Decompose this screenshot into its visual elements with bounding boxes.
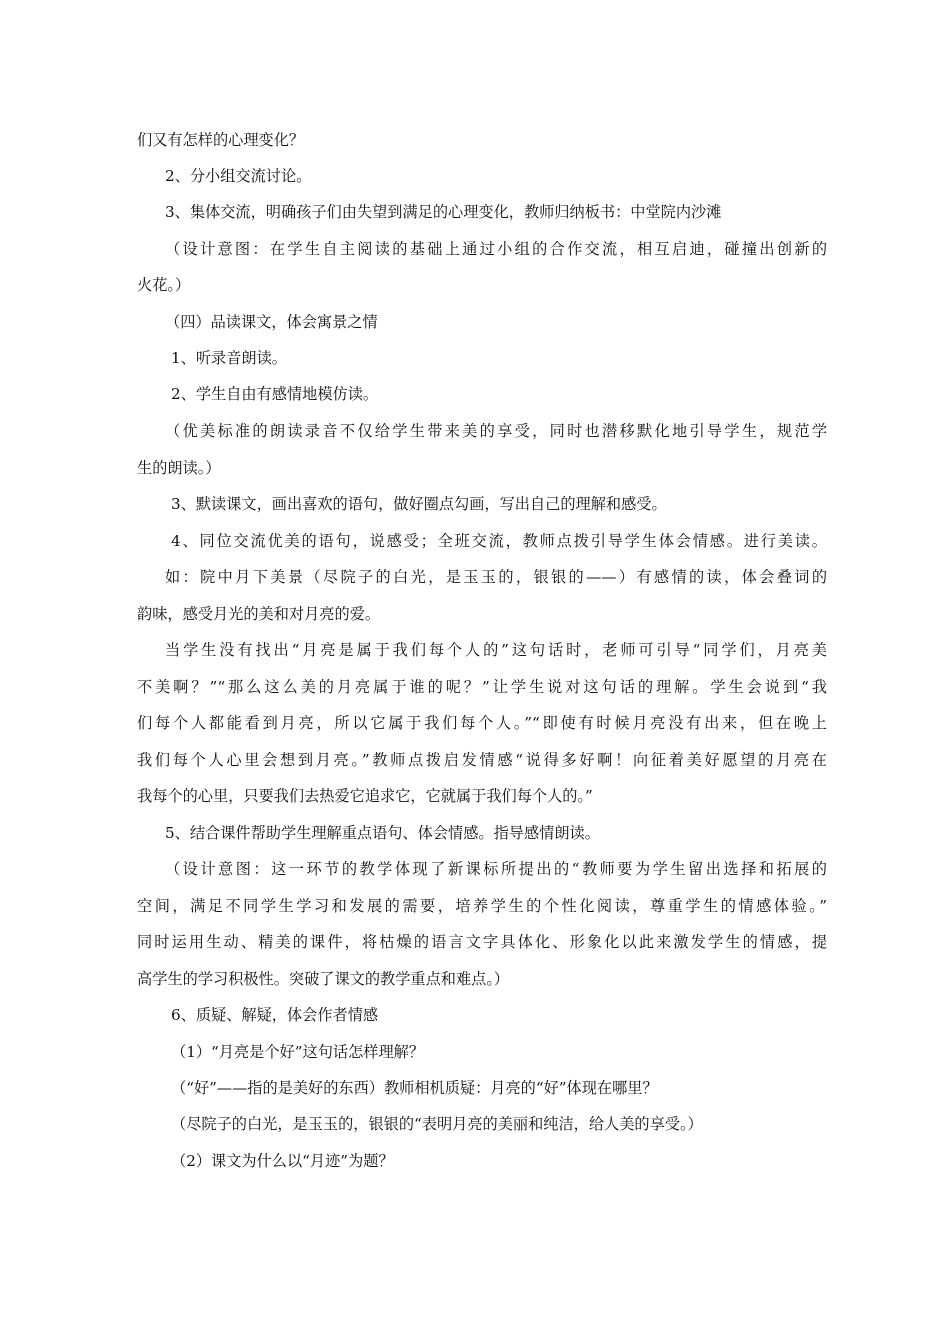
text-line: 我们每个人心里会想到月亮。”教师点拨启发情感“说得多好啊！向征着美好愿望的月亮在 <box>137 751 827 769</box>
text-line: （1）“月亮是个好”这句话怎样理解？ <box>171 1043 425 1061</box>
text-line: 高学生的学习积极性。突破了课文的教学重点和难点。） <box>137 970 510 988</box>
text-line: 韵味，感受月光的美和对月亮的爱。 <box>137 605 380 623</box>
text-line: 4、同位交流优美的语句，说感受；全班交流，教师点拨引导学生体会情感。进行美读。 <box>171 532 827 550</box>
text-line: 6、质疑、解疑，体会作者情感 <box>171 1006 379 1024</box>
text-line: （设计意图：在学生自主阅读的基础上通过小组的合作交流，相互启迪，碰撞出创新的 <box>165 240 827 258</box>
text-line: 3、集体交流，明确孩子们由失望到满足的心理变化，教师归纳板书：中堂院内沙滩 <box>165 203 722 221</box>
text-line: （优美标准的朗读录音不仅给学生带来美的享受，同时也潜移默化地引导学生，规范学 <box>165 422 827 440</box>
text-line: （“好”——指的是美好的东西）教师相机质疑：月亮的“好”体现在哪里？ <box>171 1079 658 1097</box>
text-line: 同时运用生动、精美的课件，将枯燥的语言文字具体化、形象化以此来激发学生的情感，提 <box>137 933 827 951</box>
text-line: 当学生没有找出“月亮是属于我们每个人的”这句话时，老师可引导“同学们，月亮美 <box>165 641 827 659</box>
text-line: 我每个的心里，只要我们去热爱它追求它，它就属于我们每个人的。” <box>137 787 593 805</box>
text-line: 如：院中月下美景（尽院子的白光，是玉玉的，银银的——）有感情的读，体会叠词的 <box>165 568 827 586</box>
text-line: 空间，满足不同学生学习和发展的需要，培养学生的个性化阅读，尊重学生的情感体验。” <box>137 897 827 915</box>
text-line: 们又有怎样的心理变化？ <box>137 131 305 149</box>
text-line: 火花。） <box>137 276 191 294</box>
text-line: （2）课文为什么以“月迹”为题？ <box>171 1152 394 1170</box>
text-line: 2、学生自由有感情地模仿读。 <box>171 385 379 403</box>
text-line: 生的朗读。） <box>137 459 221 477</box>
text-line: 2、分小组交流讨论。 <box>165 167 312 185</box>
text-line: 5、结合课件帮助学生理解重点语句、体会情感。指导感情朗读。 <box>165 824 600 842</box>
text-line: 不美啊？”“那么这么美的月亮属于谁的呢？”让学生说对这句话的理解。学生会说到“我 <box>137 678 827 696</box>
text-line: 3、默读课文，画出喜欢的语句，做好圈点勾画，写出自己的理解和感受。 <box>171 495 667 513</box>
text-line: 1、听录音朗读。 <box>171 349 287 367</box>
text-line: （尽院子的白光，是玉玉的，银银的“表明月亮的美丽和纯洁，给人美的享受。） <box>171 1115 703 1133</box>
section-heading: （四）品读课文，体会寓景之情 <box>165 313 378 331</box>
text-line: 们每个人都能看到月亮，所以它属于我们每个人。”“即使有时候月亮没有出来，但在晚上 <box>137 714 827 732</box>
text-line: （设计意图：这一环节的教学体现了新课标所提出的“教师要为学生留出选择和拓展的 <box>165 860 827 878</box>
